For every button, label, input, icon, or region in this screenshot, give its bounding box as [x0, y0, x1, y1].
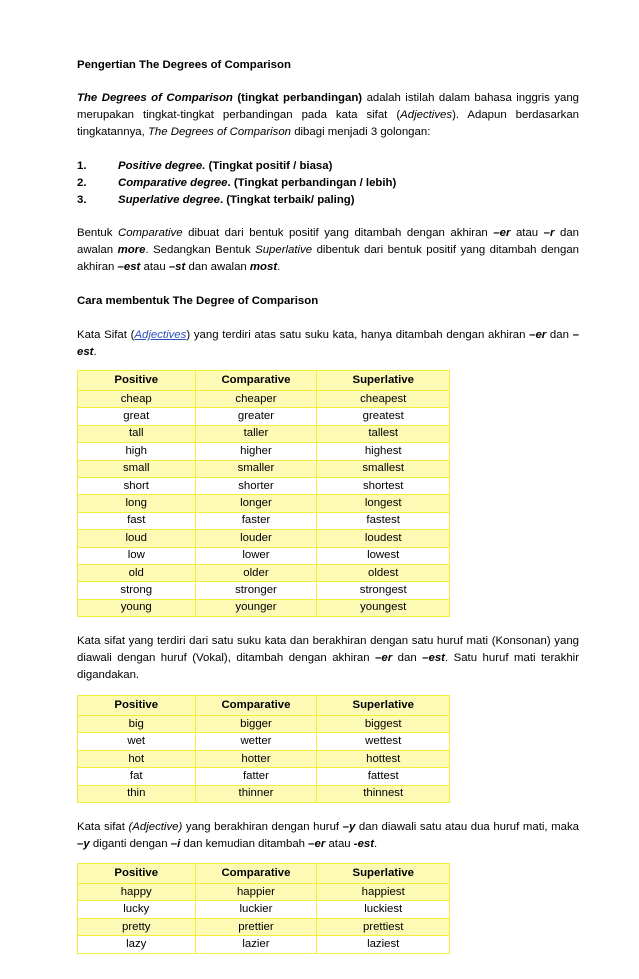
- cell-positive: big: [78, 716, 196, 733]
- term-gloss: (tingkat perbandingan): [232, 92, 363, 104]
- header-positive: Positive: [78, 864, 196, 884]
- suffix: –er: [375, 652, 393, 665]
- cell-superlative: thinnest: [317, 785, 450, 802]
- header-comparative: Comparative: [195, 696, 317, 716]
- header-positive: Positive: [78, 696, 196, 716]
- cell-positive: pretty: [78, 918, 196, 935]
- text: .: [277, 261, 281, 273]
- cell-superlative: shortest: [317, 477, 450, 494]
- cell-positive: short: [78, 477, 196, 494]
- cell-superlative: longest: [317, 495, 450, 512]
- list-number: 3.: [77, 194, 87, 206]
- cell-positive: lucky: [78, 901, 196, 918]
- header-comparative: Comparative: [195, 864, 317, 884]
- suffix: –y: [77, 838, 90, 851]
- suffix: –est: [117, 261, 141, 273]
- cell-comparative: taller: [195, 425, 317, 442]
- table-row: [78, 716, 450, 733]
- term-emphasis: The Degrees of Comparison: [77, 92, 233, 104]
- intro-text: dibagi menjadi 3 golongan:: [291, 126, 431, 138]
- cell-comparative: smaller: [195, 460, 317, 477]
- cell-superlative: oldest: [317, 564, 450, 581]
- text: .: [374, 838, 378, 851]
- emphasis: Superlative: [255, 244, 313, 256]
- suffix: -est: [353, 838, 375, 851]
- suffix: –i: [170, 838, 181, 851]
- degree-name: Positive degree.: [118, 160, 206, 172]
- suffix: –st: [168, 261, 186, 273]
- cell-comparative: shorter: [195, 477, 317, 494]
- cell-superlative: luckiest: [317, 901, 450, 918]
- cell-positive: great: [78, 408, 196, 425]
- header-comparative: Comparative: [195, 371, 317, 391]
- cell-superlative: lowest: [317, 547, 450, 564]
- text: yang berakhiran dengan huruf: [182, 821, 343, 834]
- prefix: most: [249, 261, 278, 273]
- degree-gloss: (Tingkat positif / biasa): [205, 160, 333, 172]
- text: dan awalan: [185, 261, 250, 273]
- table-row: [78, 733, 450, 750]
- list-number: 2.: [77, 177, 87, 189]
- table-header-row: [78, 371, 450, 391]
- emphasis: Comparative: [118, 227, 183, 239]
- text: dibentuk dari bentuk positif yang ditambah dengan akhiran: [77, 244, 579, 273]
- cell-superlative: happiest: [317, 884, 450, 901]
- header-superlative: Superlative: [317, 696, 450, 716]
- table-row: [78, 768, 450, 785]
- table-row: [78, 918, 450, 935]
- cell-positive: high: [78, 443, 196, 460]
- cell-positive: fat: [78, 768, 196, 785]
- section2-paragraph: [77, 633, 579, 684]
- cell-positive: lazy: [78, 936, 196, 953]
- degrees-list: [77, 158, 579, 209]
- cell-positive: long: [78, 495, 196, 512]
- cell-comparative: younger: [195, 599, 317, 616]
- bentuk-paragraph: [77, 225, 579, 276]
- cell-comparative: longer: [195, 495, 317, 512]
- text: ) yang terdiri atas satu suku kata, hanya ditambah dengan akhiran: [186, 329, 530, 341]
- text: dan: [392, 652, 423, 665]
- cell-comparative: lazier: [195, 936, 317, 953]
- cell-superlative: prettiest: [317, 918, 450, 935]
- suffix: –er: [529, 329, 547, 341]
- cell-superlative: biggest: [317, 716, 450, 733]
- cell-comparative: lower: [195, 547, 317, 564]
- table-row: [78, 936, 450, 953]
- list-item: [77, 158, 579, 175]
- text: Kata sifat yang terdiri dari satu suku kata dan berakhiran dengan satu huruf mati (Konsonan) yang diawali dengan huruf (Vokal), ditambah dengan akhiran: [77, 635, 579, 665]
- adjectives-emphasis: Adjectives: [400, 109, 453, 121]
- cell-positive: loud: [78, 530, 196, 547]
- text: atau: [325, 838, 354, 851]
- cell-superlative: hottest: [317, 750, 450, 767]
- cell-superlative: highest: [317, 443, 450, 460]
- table-row: [78, 785, 450, 802]
- intro-text: ). Adapun berdasarkan tingkatannya,: [77, 109, 579, 138]
- cell-superlative: wettest: [317, 733, 450, 750]
- table-row: [78, 391, 450, 408]
- cell-positive: old: [78, 564, 196, 581]
- suffix: –est: [422, 652, 445, 665]
- cell-superlative: laziest: [317, 936, 450, 953]
- header-superlative: Superlative: [317, 864, 450, 884]
- cell-comparative: luckier: [195, 901, 317, 918]
- table-row: [78, 750, 450, 767]
- term-emphasis: The Degrees of Comparison: [147, 126, 292, 138]
- list-item: [77, 175, 579, 192]
- cell-superlative: loudest: [317, 530, 450, 547]
- header-superlative: Superlative: [317, 371, 450, 391]
- text: dibuat dari bentuk positif yang ditambah dengan akhiran: [182, 227, 494, 239]
- suffix: –r: [543, 227, 555, 239]
- suffix: –er: [493, 227, 511, 239]
- table-header-row: [78, 696, 450, 716]
- text: dan diawali satu atau dua huruf mati, maka: [355, 821, 579, 834]
- comparison-table-2: [77, 695, 450, 803]
- cell-superlative: smallest: [317, 460, 450, 477]
- table-row: [78, 582, 450, 599]
- comparison-table-1: [77, 370, 450, 617]
- table-row: [78, 547, 450, 564]
- cell-comparative: louder: [195, 530, 317, 547]
- intro-text: adalah istilah dalam bahasa inggris yang merupakan tingkat-tingkat perbandingan pada kata sifat (: [77, 92, 580, 121]
- cell-superlative: cheapest: [317, 391, 450, 408]
- table-row: [78, 512, 450, 529]
- header-positive: Positive: [78, 371, 196, 391]
- list-item: [77, 192, 579, 209]
- text: Bentuk: [77, 227, 118, 239]
- suffix: –y: [342, 821, 356, 834]
- text: .: [93, 346, 97, 358]
- text: dan awalan: [77, 227, 579, 256]
- document-page: [77, 57, 579, 970]
- cell-positive: strong: [78, 582, 196, 599]
- table-row: [78, 599, 450, 616]
- degree-gloss: . (Tingkat terbaik/ paling): [219, 194, 355, 206]
- intro-paragraph: [77, 90, 579, 141]
- cell-comparative: happier: [195, 884, 317, 901]
- degree-name: Comparative degree: [118, 177, 228, 189]
- table-row: [78, 530, 450, 547]
- cell-superlative: youngest: [317, 599, 450, 616]
- text: Kata Sifat (: [77, 329, 135, 341]
- cell-comparative: fatter: [195, 768, 317, 785]
- cell-comparative: thinner: [195, 785, 317, 802]
- list-number: 1.: [77, 160, 87, 172]
- text: . Satu huruf mati terakhir digandakan.: [77, 652, 579, 682]
- cell-positive: young: [78, 599, 196, 616]
- table-row: [78, 408, 450, 425]
- cell-positive: fast: [78, 512, 196, 529]
- cell-superlative: fastest: [317, 512, 450, 529]
- cell-superlative: greatest: [317, 408, 450, 425]
- text: atau: [510, 227, 544, 239]
- cell-superlative: tallest: [317, 425, 450, 442]
- text: Kata sifat: [77, 821, 129, 834]
- text: atau: [140, 261, 169, 273]
- degree-gloss: . (Tingkat perbandingan / lebih): [227, 177, 397, 189]
- table-row: [78, 477, 450, 494]
- table-row: [78, 564, 450, 581]
- section1-paragraph: [77, 327, 579, 361]
- section3-paragraph: [77, 819, 579, 853]
- cell-comparative: hotter: [195, 750, 317, 767]
- cell-superlative: fattest: [317, 768, 450, 785]
- table-row: [78, 495, 450, 512]
- cell-positive: wet: [78, 733, 196, 750]
- table-row: [78, 901, 450, 918]
- text: diganti dengan: [89, 838, 171, 851]
- cell-positive: low: [78, 547, 196, 564]
- cell-comparative: bigger: [195, 716, 317, 733]
- cell-comparative: higher: [195, 443, 317, 460]
- cell-comparative: wetter: [195, 733, 317, 750]
- section-heading: Cara membentuk The Degree of Comparison: [77, 295, 319, 307]
- document-title: Pengertian The Degrees of Comparison: [77, 59, 291, 71]
- emphasis: (Adjective): [128, 821, 183, 834]
- cell-positive: thin: [78, 785, 196, 802]
- text: dan: [546, 329, 573, 341]
- text: dan kemudian ditambah: [180, 838, 309, 851]
- cell-comparative: cheaper: [195, 391, 317, 408]
- cell-positive: hot: [78, 750, 196, 767]
- table-row: [78, 884, 450, 901]
- degree-name: Superlative degree: [118, 194, 220, 206]
- cell-comparative: stronger: [195, 582, 317, 599]
- comparison-table-3: [77, 863, 450, 954]
- cell-positive: small: [78, 460, 196, 477]
- adjectives-link[interactable]: Adjectives: [134, 329, 187, 341]
- cell-positive: happy: [78, 884, 196, 901]
- table-row: [78, 460, 450, 477]
- cell-comparative: prettier: [195, 918, 317, 935]
- table-row: [78, 443, 450, 460]
- table-row: [78, 425, 450, 442]
- suffix: –er: [308, 838, 326, 851]
- cell-positive: tall: [78, 425, 196, 442]
- table-header-row: [78, 864, 450, 884]
- cell-comparative: greater: [195, 408, 317, 425]
- cell-comparative: faster: [195, 512, 317, 529]
- text: . Sedangkan Bentuk: [145, 244, 256, 256]
- prefix: more: [117, 244, 146, 256]
- suffix: –est: [77, 329, 579, 358]
- cell-superlative: strongest: [317, 582, 450, 599]
- cell-comparative: older: [195, 564, 317, 581]
- cell-positive: cheap: [78, 391, 196, 408]
